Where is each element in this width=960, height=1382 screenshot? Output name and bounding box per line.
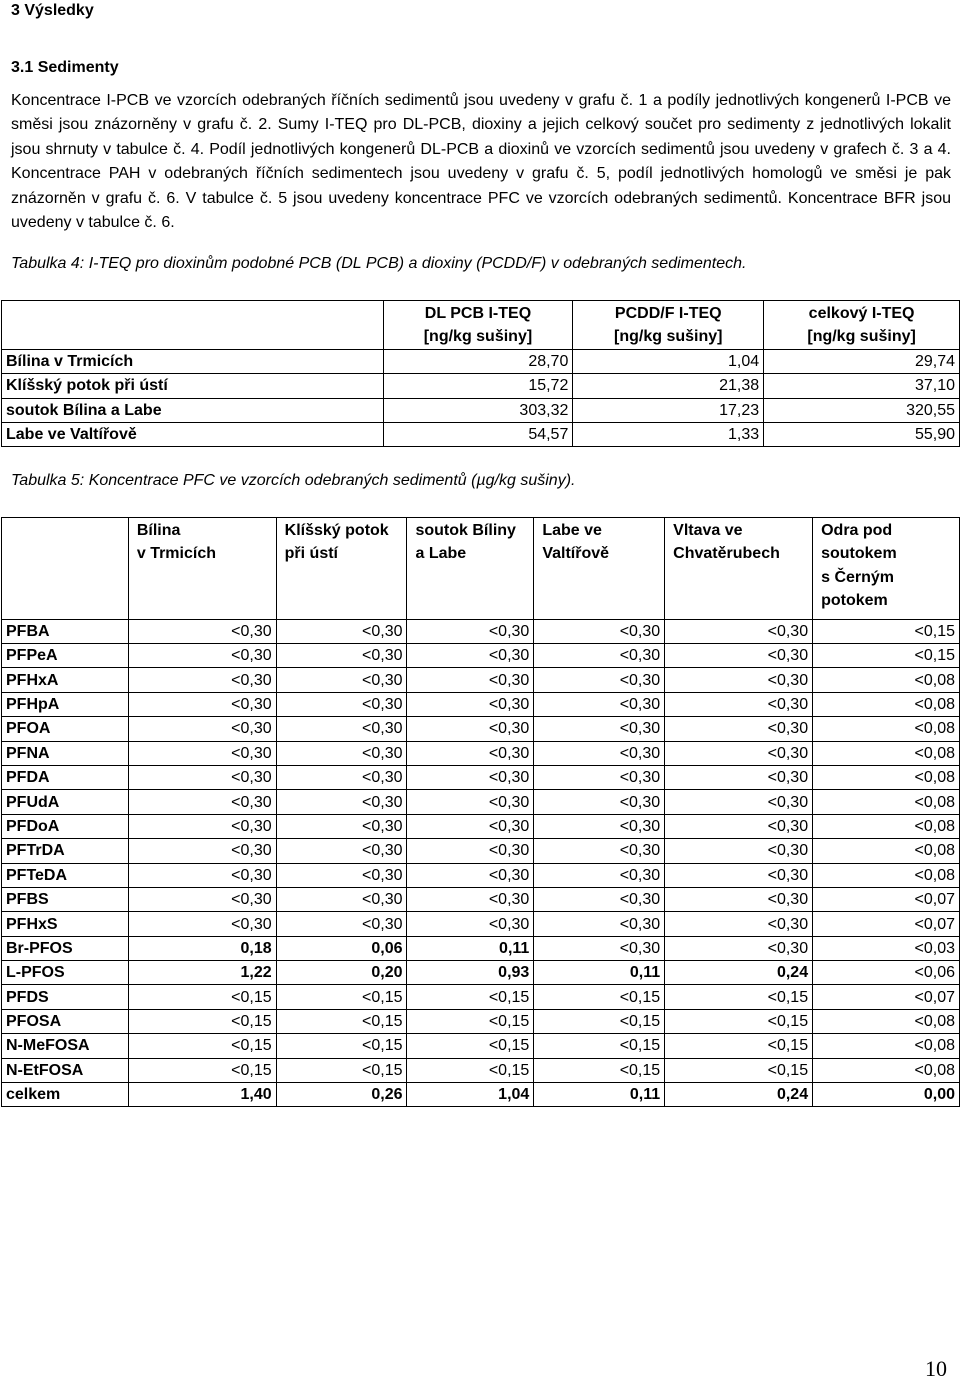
table5-row-label: PFHxA (2, 668, 129, 692)
table5-cell: <0,30 (534, 644, 665, 668)
table5-header-cell: Odra pod soutokem s Černým potokem (813, 518, 960, 620)
table5-cell: <0,08 (813, 1058, 960, 1082)
table5-cell: <0,15 (407, 1058, 534, 1082)
table4-header-total: celkový I-TEQ [ng/kg sušiny] (764, 301, 960, 350)
table5-cell: <0,30 (534, 814, 665, 838)
table5-header-row (2, 518, 960, 620)
table5-cell: <0,03 (813, 936, 960, 960)
table5-cell: 0,20 (276, 961, 407, 985)
table5-cell: <0,15 (276, 1058, 407, 1082)
table5-cell: 0,93 (407, 961, 534, 985)
table4-cell: 28,70 (383, 349, 573, 373)
table5-row (2, 1034, 960, 1058)
table5-cell: <0,07 (813, 985, 960, 1009)
table5-row-label: PFBS (2, 887, 129, 911)
table5-cell: <0,30 (665, 644, 813, 668)
table5-cell: <0,15 (407, 1034, 534, 1058)
table5-cell: <0,30 (407, 644, 534, 668)
table5-cell: <0,30 (665, 692, 813, 716)
table5-cell: <0,30 (407, 863, 534, 887)
table5-row (2, 1058, 960, 1082)
table4-cell: 1,04 (573, 349, 764, 373)
table5-row (2, 1083, 960, 1107)
table5-cell: <0,30 (128, 887, 276, 911)
table5-cell: <0,30 (407, 741, 534, 765)
table5-cell: <0,30 (534, 790, 665, 814)
table5-cell: <0,30 (128, 619, 276, 643)
table5-cell: <0,15 (128, 1034, 276, 1058)
table5-cell: <0,08 (813, 692, 960, 716)
table5-row-label: Br-PFOS (2, 936, 129, 960)
table5-cell: <0,15 (813, 644, 960, 668)
table5-cell: <0,15 (665, 985, 813, 1009)
table5-cell: 1,04 (407, 1083, 534, 1107)
table5-row-label: PFDoA (2, 814, 129, 838)
table5-cell: <0,15 (813, 619, 960, 643)
table5-row-label: PFDS (2, 985, 129, 1009)
table5-row-label: L-PFOS (2, 961, 129, 985)
table4-row-label: soutok Bílina a Labe (2, 398, 384, 422)
page-number: 10 (925, 1356, 947, 1381)
table5-cell: 0,18 (128, 936, 276, 960)
table5-row-label: N-EtFOSA (2, 1058, 129, 1082)
table5-cell: <0,30 (276, 912, 407, 936)
table5-header-empty (2, 518, 129, 620)
table5-cell: <0,15 (407, 985, 534, 1009)
table5-cell: <0,30 (128, 790, 276, 814)
table5-cell: <0,30 (407, 790, 534, 814)
table5-cell: <0,30 (665, 814, 813, 838)
table5-cell: <0,30 (128, 644, 276, 668)
table5-cell: 0,11 (534, 1083, 665, 1107)
table5-cell: <0,30 (276, 692, 407, 716)
table5-row (2, 668, 960, 692)
table5-cell: <0,30 (534, 887, 665, 911)
table5-cell: <0,06 (813, 961, 960, 985)
table4-row-label: Labe ve Valtířově (2, 422, 384, 446)
table5-cell: 0,11 (534, 961, 665, 985)
table5-cell: <0,15 (534, 1034, 665, 1058)
table5-cell: <0,08 (813, 1034, 960, 1058)
table4-cell: 303,32 (383, 398, 573, 422)
table4-cell: 1,33 (573, 422, 764, 446)
table5-cell: <0,15 (665, 1034, 813, 1058)
table5-cell: <0,15 (128, 985, 276, 1009)
table5-cell: 1,40 (128, 1083, 276, 1107)
table5-header-cell: soutok Bíliny a Labe (407, 518, 534, 620)
table4-caption: Tabulka 4: I-TEQ pro dioxinům podobné PCB (DL PCB) a dioxiny (PCDD/F) v odebraných sedimentech. (11, 255, 747, 272)
table5-cell: <0,15 (534, 1009, 665, 1033)
table5-cell: <0,30 (276, 887, 407, 911)
table5-cell: <0,30 (128, 741, 276, 765)
table5-cell: <0,30 (534, 839, 665, 863)
intro-paragraph: Koncentrace I-PCB ve vzorcích odebraných říčních sedimentů jsou uvedeny v grafu č. 1 a podíly jednotlivých kongenerů I-PCB ve směsi jsou znázorněny v grafu č. 2. Sumy I-TEQ pro DL-PCB, dioxiny a jejich celkový součet pro sedimenty z jednotlivých lokalit jsou shrnuty v tabulce č. 4. Podíl jednotlivých kongenerů DL-PCB a dioxinů ve vzorcích sedimentů jsou uvedeny v grafech č. 3 a 4. Koncentrace PAH v odebraných říčních sedimentech jsou uvedeny v grafu č. 5, podíl jednotlivých homologů ve směsi je pak znázorněn v grafu č. 6. V tabulce č. 5 jsou uvedeny koncentrace PFC ve vzorcích odebraných sedimentů. Koncentrace BFR jsou uvedeny v tabulce č. 6. (11, 92, 951, 232)
table5-cell: <0,30 (128, 814, 276, 838)
table4-cell: 21,38 (573, 374, 764, 398)
table5-row (2, 839, 960, 863)
table5-cell: <0,30 (534, 765, 665, 789)
table5-cell: <0,07 (813, 887, 960, 911)
table5-row (2, 961, 960, 985)
table4-header-pcddf: PCDD/F I-TEQ [ng/kg sušiny] (573, 301, 764, 350)
table5-cell: <0,30 (128, 717, 276, 741)
table5-cell: <0,30 (276, 668, 407, 692)
table5-row (2, 985, 960, 1009)
table5-row-label: PFOSA (2, 1009, 129, 1033)
table5-cell: <0,30 (407, 839, 534, 863)
table5-row-label: PFPeA (2, 644, 129, 668)
table5-cell: <0,30 (665, 887, 813, 911)
table5-row (2, 863, 960, 887)
table5-row-label: PFBA (2, 619, 129, 643)
table5-cell: <0,30 (665, 912, 813, 936)
table5-cell: 0,24 (665, 961, 813, 985)
table5-cell: <0,30 (665, 668, 813, 692)
table4-cell: 37,10 (764, 374, 960, 398)
table5-cell: <0,30 (128, 912, 276, 936)
table4-row (2, 422, 960, 446)
table5-cell: <0,08 (813, 814, 960, 838)
table5-row (2, 692, 960, 716)
table5-cell: <0,30 (128, 668, 276, 692)
table5-cell: <0,30 (128, 839, 276, 863)
table5-row (2, 887, 960, 911)
table5-cell: <0,30 (128, 692, 276, 716)
table5-row-label: PFTrDA (2, 839, 129, 863)
table4-cell: 54,57 (383, 422, 573, 446)
table5-cell: <0,30 (276, 717, 407, 741)
table5-cell: <0,30 (407, 619, 534, 643)
table5-cell: <0,30 (276, 863, 407, 887)
table5-row-label: celkem (2, 1083, 129, 1107)
table5-cell: <0,30 (407, 887, 534, 911)
table5-cell: <0,15 (276, 985, 407, 1009)
table5-row (2, 1009, 960, 1033)
table5-cell: <0,30 (276, 619, 407, 643)
table5-cell: <0,30 (407, 668, 534, 692)
table5-cell: <0,30 (665, 863, 813, 887)
table5-row (2, 644, 960, 668)
table5-cell: 1,22 (128, 961, 276, 985)
table5-cell: <0,30 (665, 790, 813, 814)
table5-cell: <0,15 (276, 1034, 407, 1058)
table4-cell: 29,74 (764, 349, 960, 373)
table5-cell: <0,15 (128, 1058, 276, 1082)
table5-row-label: PFUdA (2, 790, 129, 814)
table5-cell: 0,24 (665, 1083, 813, 1107)
table5-cell: <0,30 (665, 619, 813, 643)
table5-cell: <0,30 (665, 839, 813, 863)
table5-cell: <0,30 (665, 741, 813, 765)
table5-header-cell: Vltava ve Chvatěrubech (665, 518, 813, 620)
table5-cell: <0,15 (534, 985, 665, 1009)
table5-cell: <0,30 (665, 936, 813, 960)
table4-cell: 15,72 (383, 374, 573, 398)
table4-cell: 17,23 (573, 398, 764, 422)
table5-cell: <0,30 (534, 912, 665, 936)
table5-cell: 0,06 (276, 936, 407, 960)
subsection-heading: 3.1 Sedimenty (11, 59, 119, 76)
table4-cell: 320,55 (764, 398, 960, 422)
table5-cell: <0,30 (407, 814, 534, 838)
table5-header-cell: Klíšský potok při ústí (276, 518, 407, 620)
table5-cell: <0,30 (407, 912, 534, 936)
table5-row (2, 790, 960, 814)
table5-cell: <0,30 (407, 692, 534, 716)
table5-cell: 0,11 (407, 936, 534, 960)
table5-cell: <0,30 (276, 644, 407, 668)
table5-cell: <0,15 (665, 1009, 813, 1033)
table5-cell: <0,30 (128, 765, 276, 789)
table5-row (2, 765, 960, 789)
table5-cell: <0,30 (534, 936, 665, 960)
table5-caption: Tabulka 5: Koncentrace PFC ve vzorcích odebraných sedimentů (µg/kg sušiny). (11, 472, 576, 489)
table4-row (2, 374, 960, 398)
table4-row (2, 398, 960, 422)
table4 (1, 300, 960, 447)
table5-cell: <0,30 (665, 765, 813, 789)
table5-cell: <0,30 (534, 741, 665, 765)
table5-cell: <0,30 (276, 765, 407, 789)
table5 (1, 517, 960, 1107)
table5-header-cell: Labe ve Valtířově (534, 518, 665, 620)
table5-cell: <0,30 (534, 619, 665, 643)
table5-cell: <0,08 (813, 863, 960, 887)
table5-row-label: PFTeDA (2, 863, 129, 887)
table4-row (2, 349, 960, 373)
table5-cell: <0,30 (276, 814, 407, 838)
table5-cell: <0,30 (534, 863, 665, 887)
table5-cell: <0,15 (128, 1009, 276, 1033)
table5-cell: <0,30 (276, 839, 407, 863)
table5-cell: <0,30 (407, 765, 534, 789)
table5-cell: 0,00 (813, 1083, 960, 1107)
table5-cell: 0,26 (276, 1083, 407, 1107)
table5-cell: <0,30 (534, 668, 665, 692)
table4-header-empty (2, 301, 384, 350)
table5-row-label: PFOA (2, 717, 129, 741)
table5-cell: <0,08 (813, 839, 960, 863)
table5-cell: <0,30 (407, 717, 534, 741)
table4-row-label: Bílina v Trmicích (2, 349, 384, 373)
table5-row (2, 717, 960, 741)
table4-header-row (2, 301, 960, 350)
table5-cell: <0,15 (276, 1009, 407, 1033)
table4-row-label: Klíšský potok při ústí (2, 374, 384, 398)
table5-cell: <0,30 (128, 863, 276, 887)
table5-cell: <0,08 (813, 741, 960, 765)
table5-cell: <0,15 (665, 1058, 813, 1082)
table5-row (2, 619, 960, 643)
table5-row (2, 936, 960, 960)
table5-cell: <0,08 (813, 717, 960, 741)
table5-cell: <0,08 (813, 790, 960, 814)
table4-cell: 55,90 (764, 422, 960, 446)
table5-cell: <0,08 (813, 668, 960, 692)
table5-cell: <0,30 (276, 790, 407, 814)
section-heading: 3 Výsledky (11, 2, 94, 19)
table5-header-cell: Bílina v Trmicích (128, 518, 276, 620)
table4-header-dlpcb: DL PCB I-TEQ [ng/kg sušiny] (383, 301, 573, 350)
table5-row-label: PFNA (2, 741, 129, 765)
table5-cell: <0,30 (276, 741, 407, 765)
table5-row (2, 741, 960, 765)
table5-row (2, 814, 960, 838)
table5-cell: <0,08 (813, 765, 960, 789)
table5-cell: <0,30 (534, 717, 665, 741)
table5-cell: <0,08 (813, 1009, 960, 1033)
table5-cell: <0,15 (534, 1058, 665, 1082)
table5-cell: <0,30 (665, 717, 813, 741)
table5-cell: <0,30 (534, 692, 665, 716)
table5-cell: <0,15 (407, 1009, 534, 1033)
table5-row-label: PFHxS (2, 912, 129, 936)
table5-row-label: PFDA (2, 765, 129, 789)
table5-row-label: PFHpA (2, 692, 129, 716)
table5-row-label: N-MeFOSA (2, 1034, 129, 1058)
table5-row (2, 912, 960, 936)
table5-cell: <0,07 (813, 912, 960, 936)
